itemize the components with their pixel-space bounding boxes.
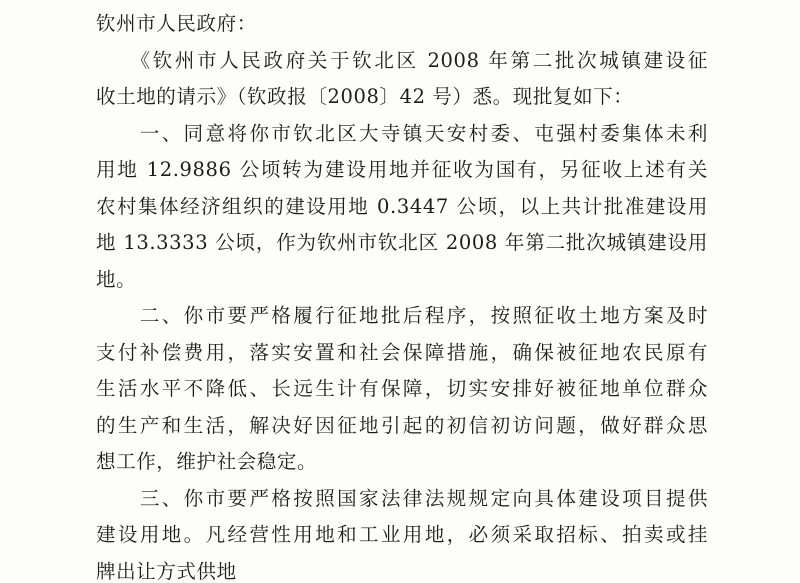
text-line: 《钦州市人民政府关于钦北区 2008 年第二批次城镇建设征 <box>96 48 708 72</box>
text-line: 建设用地。凡经营性用地和工业用地，必须采取招标、拍卖或挂 <box>96 523 708 546</box>
text-line: 想工作，维护社会稳定。 <box>96 450 318 473</box>
text-line: 生活水平不降低、长远生计有保障，切实安排好被征地单位群众 <box>96 377 708 400</box>
text-line: 地 13.3333 公顷，作为钦州市钦北区 2008 年第二批次城镇建设用 <box>96 231 708 254</box>
text-line: 二、你市要严格履行征地批后程序，按照征收土地方案及时 <box>96 304 708 327</box>
document-body <box>96 6 708 583</box>
addressee-line: 钦州市人民政府： <box>96 12 257 35</box>
text-line: 三、你市要严格按照国家法律法规规定向具体建设项目提供 <box>96 486 708 510</box>
text-line: 农村集体经济组织的建设用地 0.3447 公顷，以上共计批准建设用 <box>96 194 708 218</box>
text-line: 用地 12.9886 公顷转为建设用地并征收为国有，另征收上述有关 <box>96 158 708 181</box>
text-line: 的生产和生活，解决好因征地引起的初信初访问题，做好群众思 <box>96 413 708 437</box>
text-line: 支付补偿费用，落实安置和社会保障措施，确保被征地农民原有 <box>96 340 708 364</box>
text-line: 收土地的请示》（钦政报〔2008〕42 号）悉。现批复如下： <box>96 85 634 108</box>
text-line: 牌出让方式供地 <box>96 559 237 583</box>
text-line: 地。 <box>96 267 137 291</box>
text-line: 一、同意将你市钦北区大寺镇天安村委、屯强村委集体未利 <box>96 121 708 145</box>
